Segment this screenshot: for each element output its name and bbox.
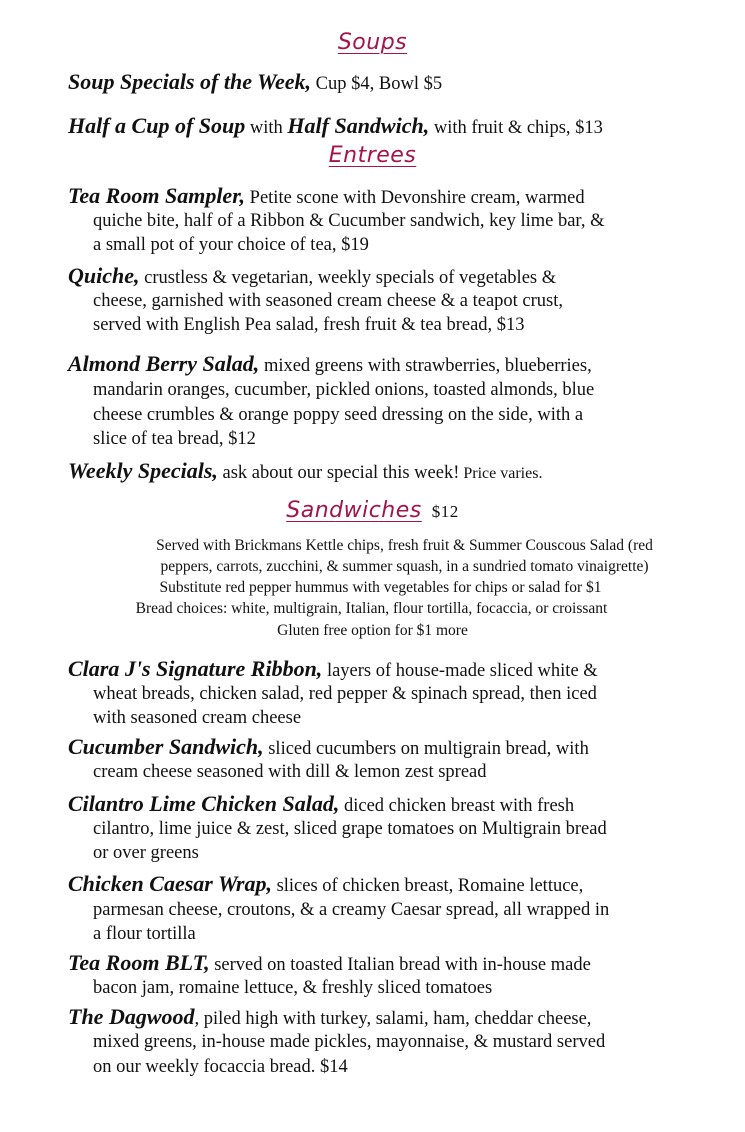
item-line: wheat breads, chicken salad, red pepper & spinach spread, then iced: [93, 684, 597, 704]
item-desc: layers of house-made sliced white &: [322, 661, 598, 681]
entrees-heading: [0, 143, 745, 168]
note-line: peppers, carrots, zucchini, & summer squash, in a sundried tomato vinaigrette): [160, 558, 649, 575]
item-line: cream cheese seasoned with dill & lemon zest spread: [93, 762, 487, 782]
note-line: Served with Brickmans Kettle chips, fresh fruit & Summer Couscous Salad (red: [156, 537, 653, 554]
item-name: Chicken Caesar Wrap,: [68, 871, 272, 896]
item-name: Almond Berry Salad,: [68, 351, 260, 376]
sandwiches-heading: [0, 498, 745, 523]
item-line: parmesan cheese, croutons, & a creamy Caesar spread, all wrapped in: [93, 900, 610, 920]
item-name-secondary: Half Sandwich,: [287, 113, 430, 138]
item-line: [68, 735, 589, 761]
item-price: Price varies.: [459, 465, 543, 482]
sandwiches-title: Sandwiches: [286, 498, 422, 523]
item-desc: crustless & vegetarian, weekly specials of vegetables &: [139, 268, 557, 288]
item-name: Weekly Specials,: [68, 458, 218, 483]
item-name: Tea Room BLT,: [68, 950, 210, 975]
item-desc: slices of chicken breast, Romaine lettuce,: [271, 876, 584, 896]
item-line: with seasoned cream cheese: [93, 708, 302, 728]
item-line: mandarin oranges, cucumber, pickled onions, toasted almonds, blue: [93, 380, 595, 400]
soups-title: Soups: [337, 30, 408, 55]
item-desc: sliced cucumbers on multigrain bread, with: [263, 739, 589, 759]
item-line: cheese, garnished with seasoned cream cheese & a teapot crust,: [93, 291, 564, 311]
item-line: mixed greens, in-house made pickles, mayonnaise, & mustard served: [93, 1032, 606, 1052]
item-line: a small pot of your choice of tea, $19: [93, 235, 369, 255]
item-name: Half a Cup of Soup: [68, 113, 246, 138]
item-name: Quiche,: [68, 263, 140, 288]
entrees-title: Entrees: [328, 143, 417, 168]
item-line: slice of tea bread, $12: [93, 429, 256, 449]
weekly-specials-item: [68, 459, 542, 486]
sandwiches-price: $12: [431, 502, 459, 521]
item-desc: with fruit & chips, $13: [429, 118, 603, 138]
item-name: Clara J's Signature Ribbon,: [68, 656, 323, 681]
item-name: Tea Room Sampler,: [68, 183, 246, 208]
item-line: a flour tortilla: [93, 924, 196, 944]
item-name: Cucumber Sandwich,: [68, 734, 264, 759]
item-desc: mixed greens with strawberries, blueberries,: [259, 356, 592, 376]
item-line: served with English Pea salad, fresh fruit & tea bread, $13: [93, 315, 525, 335]
item-connector: with: [245, 118, 288, 138]
item-line: [68, 184, 585, 210]
item-desc: diced chicken breast with fresh: [339, 796, 575, 816]
item-line: [68, 951, 591, 977]
item-desc: Petite scone with Devonshire cream, warmed: [245, 188, 585, 208]
item-line: [68, 264, 556, 290]
note-line: Substitute red pepper hummus with vegetables for chips or salad for $1: [159, 579, 602, 596]
item-name: The Dagwood: [68, 1004, 195, 1029]
item-desc: ask about our special this week!: [217, 463, 460, 483]
item-line: [68, 792, 574, 818]
half-cup-item: [68, 114, 603, 140]
item-line: quiche bite, half of a Ribbon & Cucumber sandwich, key lime bar, &: [93, 211, 605, 231]
item-line: on our weekly focaccia bread. $14: [93, 1057, 348, 1077]
item-desc: served on toasted Italian bread with in-house made: [209, 955, 591, 975]
item-line: cheese crumbles & orange poppy seed dressing on the side, with a: [93, 405, 584, 425]
note-line: Gluten free option for $1 more: [277, 622, 468, 639]
item-desc: Cup $4, Bowl $5: [311, 74, 443, 94]
item-line: [68, 657, 598, 683]
item-desc: , piled high with turkey, salami, ham, cheddar cheese,: [194, 1009, 592, 1029]
item-line: or over greens: [93, 843, 199, 863]
soups-heading: [0, 30, 745, 55]
note-line: Bread choices: white, multigrain, Italian, flour tortilla, focaccia, or croissant: [135, 600, 608, 617]
item-name: Soup Specials of the Week,: [68, 69, 312, 94]
item-line: [68, 1005, 591, 1031]
item-line: [68, 352, 592, 378]
item-line: bacon jam, romaine lettuce, & freshly sliced tomatoes: [93, 978, 493, 998]
soup-specials-item: [68, 70, 442, 96]
item-line: cilantro, lime juice & zest, sliced grape tomatoes on Multigrain bread: [93, 819, 607, 839]
item-line: [68, 872, 583, 898]
item-name: Cilantro Lime Chicken Salad,: [68, 791, 340, 816]
